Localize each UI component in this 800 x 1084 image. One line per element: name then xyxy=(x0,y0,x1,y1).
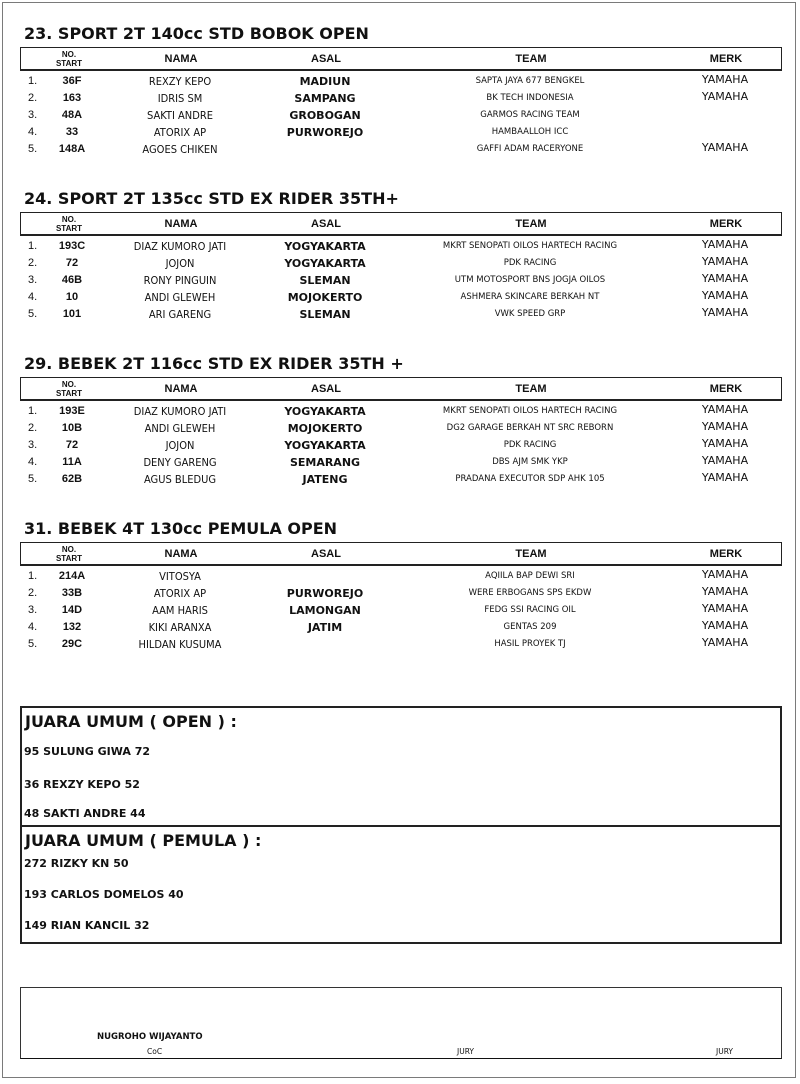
start-number: 62B xyxy=(61,473,83,485)
team-name: PDK RACING xyxy=(503,258,557,268)
table-row xyxy=(20,107,782,124)
start-number: 101 xyxy=(62,308,82,320)
start-number: 46B xyxy=(61,274,83,286)
jury-role: JURY xyxy=(716,1047,734,1056)
table-row xyxy=(20,255,782,272)
table-row xyxy=(20,602,782,619)
table-row xyxy=(20,471,782,488)
col-no-start: NO. START xyxy=(55,215,83,233)
rider-name: DIAZ KUMORO JATI xyxy=(133,240,227,253)
rider-name: KIKI ARANXA xyxy=(148,621,212,634)
team-name: BK TECH INDONESIA xyxy=(486,93,574,103)
rider-name: AGUS BLEDUG xyxy=(143,473,216,486)
brand: YAMAHA xyxy=(701,403,749,416)
race-title: 24. SPORT 2T 135cc STD EX RIDER 35TH+ xyxy=(24,189,399,208)
brand: YAMAHA xyxy=(701,306,749,319)
start-number: 11A xyxy=(62,456,82,468)
col-asal: ASAL xyxy=(311,548,341,560)
rider-name: ARI GARENG xyxy=(148,308,212,321)
table-row xyxy=(20,619,782,636)
rider-name: REXZY KEPO xyxy=(148,75,212,88)
origin: MOJOKERTO xyxy=(287,291,363,304)
brand: YAMAHA xyxy=(701,619,749,632)
table-row xyxy=(20,636,782,653)
origin: PURWOREJO xyxy=(286,126,364,139)
brand: YAMAHA xyxy=(701,471,749,484)
origin: SEMARANG xyxy=(289,456,361,469)
col-merk: MERK xyxy=(709,548,743,560)
rider-name: ATORIX AP xyxy=(153,587,207,600)
origin: JATENG xyxy=(302,473,348,486)
rider-name: RONY PINGUIN xyxy=(143,274,217,287)
team-name: DBS AJM SMK YKP xyxy=(492,457,568,467)
col-team: TEAM xyxy=(515,218,547,230)
position: 1. xyxy=(28,405,38,417)
start-number: 148A xyxy=(58,143,86,155)
start-number: 33 xyxy=(65,126,79,138)
signature-box xyxy=(20,987,782,1059)
position: 2. xyxy=(28,587,38,599)
team-name: GARMOS RACING TEAM xyxy=(480,110,580,120)
position: 5. xyxy=(28,473,38,485)
origin: YOGYAKARTA xyxy=(284,439,366,452)
col-team: TEAM xyxy=(515,548,547,560)
table-row xyxy=(20,141,782,158)
brand: YAMAHA xyxy=(701,272,749,285)
table-row xyxy=(20,124,782,141)
table-row xyxy=(20,585,782,602)
col-nama: NAMA xyxy=(164,218,198,230)
rider-name: JOJON xyxy=(165,439,195,452)
col-merk: MERK xyxy=(709,218,743,230)
table-row xyxy=(20,403,782,420)
brand: YAMAHA xyxy=(701,568,749,581)
col-team: TEAM xyxy=(515,53,547,65)
rider-name: VITOSYA xyxy=(159,570,201,583)
col-team: TEAM xyxy=(515,383,547,395)
position: 4. xyxy=(28,291,38,303)
origin: SLEMAN xyxy=(299,274,351,287)
origin: MOJOKERTO xyxy=(287,422,363,435)
start-number: 14D xyxy=(61,604,83,616)
team-name: UTM MOTOSPORT BNS JOGJA OILOS xyxy=(454,275,606,285)
origin: YOGYAKARTA xyxy=(284,405,366,418)
position: 5. xyxy=(28,143,38,155)
brand: YAMAHA xyxy=(701,454,749,467)
position: 5. xyxy=(28,308,38,320)
champion-pemula-box xyxy=(20,825,782,944)
col-asal: ASAL xyxy=(311,218,341,230)
position: 3. xyxy=(28,274,38,286)
team-name: GENTAS 209 xyxy=(503,622,557,632)
position: 3. xyxy=(28,109,38,121)
table-row xyxy=(20,420,782,437)
champion-entry: 95 SULUNG GIWA 72 xyxy=(24,745,151,758)
start-number: 72 xyxy=(65,439,79,451)
rider-name: ANDI GLEWEH xyxy=(144,291,216,304)
team-name: PRADANA EXECUTOR SDP AHK 105 xyxy=(455,474,605,484)
origin: PURWOREJO xyxy=(286,587,364,600)
col-asal: ASAL xyxy=(311,383,341,395)
start-number: 48A xyxy=(61,109,83,121)
col-no-start: NO. START xyxy=(55,380,83,398)
position: 2. xyxy=(28,92,38,104)
position: 2. xyxy=(28,257,38,269)
col-no-start: NO. START xyxy=(55,50,83,68)
start-number: 72 xyxy=(65,257,79,269)
col-asal: ASAL xyxy=(311,53,341,65)
table-row xyxy=(20,454,782,471)
brand: YAMAHA xyxy=(701,636,749,649)
table-body xyxy=(20,403,782,488)
table-row xyxy=(20,73,782,90)
start-number: 193C xyxy=(58,240,86,252)
brand: YAMAHA xyxy=(701,255,749,268)
rider-name: DIAZ KUMORO JATI xyxy=(133,405,227,418)
brand: YAMAHA xyxy=(701,141,749,154)
brand: YAMAHA xyxy=(701,73,749,86)
start-number: 10B xyxy=(61,422,83,434)
start-number: 132 xyxy=(62,621,82,633)
position: 3. xyxy=(28,604,38,616)
rider-name: SAKTI ANDRE xyxy=(147,109,213,122)
table-row xyxy=(20,90,782,107)
table-body xyxy=(20,73,782,158)
brand: YAMAHA xyxy=(701,238,749,251)
table-row xyxy=(20,272,782,289)
rider-name: IDRIS SM xyxy=(157,92,203,105)
origin: JATIM xyxy=(307,621,343,634)
start-number: 163 xyxy=(62,92,82,104)
origin: YOGYAKARTA xyxy=(284,240,366,253)
team-name: MKRT SENOPATI OILOS HARTECH RACING xyxy=(442,241,618,251)
table-row xyxy=(20,437,782,454)
start-number: 36F xyxy=(62,75,82,87)
race-title: 29. BEBEK 2T 116cc STD EX RIDER 35TH + xyxy=(24,354,404,373)
champion-open-title: JUARA UMUM ( OPEN ) : xyxy=(25,712,237,731)
champion-open-box xyxy=(20,706,782,827)
brand: YAMAHA xyxy=(701,437,749,450)
rider-name: AAM HARIS xyxy=(152,604,208,617)
team-name: MKRT SENOPATI OILOS HARTECH RACING xyxy=(442,406,618,416)
team-name: WERE ERBOGANS SPS EKDW xyxy=(468,588,592,598)
brand: YAMAHA xyxy=(701,90,749,103)
race-title: 23. SPORT 2T 140cc STD BOBOK OPEN xyxy=(24,24,369,43)
team-name: VWK SPEED GRP xyxy=(494,309,566,319)
table-header xyxy=(20,377,782,401)
origin: YOGYAKARTA xyxy=(284,257,366,270)
col-nama: NAMA xyxy=(164,53,198,65)
champion-entry: 149 RIAN KANCIL 32 xyxy=(24,919,150,932)
position: 4. xyxy=(28,621,38,633)
champion-entry: 272 RIZKY KN 50 xyxy=(24,857,129,870)
origin: LAMONGAN xyxy=(289,604,361,617)
jury-role: JURY xyxy=(457,1047,475,1056)
origin: MADIUN xyxy=(299,75,351,88)
position: 4. xyxy=(28,126,38,138)
col-merk: MERK xyxy=(709,383,743,395)
champion-entry: 193 CARLOS DOMELOS 40 xyxy=(24,888,184,901)
origin: SAMPANG xyxy=(294,92,356,105)
position: 3. xyxy=(28,439,38,451)
rider-name: HILDAN KUSUMA xyxy=(138,638,222,651)
brand: YAMAHA xyxy=(701,602,749,615)
table-row xyxy=(20,306,782,323)
col-nama: NAMA xyxy=(164,548,198,560)
position: 1. xyxy=(28,75,38,87)
race-section xyxy=(20,189,782,323)
rider-name: ATORIX AP xyxy=(153,126,207,139)
coc-name: NUGROHO WIJAYANTO xyxy=(97,1032,203,1042)
brand: YAMAHA xyxy=(701,585,749,598)
rider-name: ANDI GLEWEH xyxy=(144,422,216,435)
results-page xyxy=(2,2,796,1078)
table-row xyxy=(20,568,782,585)
race-section xyxy=(20,519,782,653)
rider-name: AGOES CHIKEN xyxy=(142,143,218,156)
position: 1. xyxy=(28,240,38,252)
race-section xyxy=(20,24,782,158)
start-number: 10 xyxy=(65,291,79,303)
brand: YAMAHA xyxy=(701,420,749,433)
col-nama: NAMA xyxy=(164,383,198,395)
table-header xyxy=(20,47,782,71)
champion-entry: 48 SAKTI ANDRE 44 xyxy=(24,807,146,820)
start-number: 33B xyxy=(61,587,83,599)
team-name: HASIL PROYEK TJ xyxy=(494,639,566,649)
team-name: ASHMERA SKINCARE BERKAH NT xyxy=(460,292,600,302)
table-row xyxy=(20,238,782,255)
table-body xyxy=(20,568,782,653)
col-no-start: NO. START xyxy=(55,545,83,563)
race-title: 31. BEBEK 4T 130cc PEMULA OPEN xyxy=(24,519,338,538)
rider-name: JOJON xyxy=(165,257,195,270)
start-number: 193E xyxy=(59,405,85,417)
champion-entry: 36 REXZY KEPO 52 xyxy=(24,778,140,791)
team-name: FEDG SSI RACING OIL xyxy=(484,605,576,615)
start-number: 214A xyxy=(58,570,86,582)
table-header xyxy=(20,542,782,566)
team-name: SAPTA JAYA 677 BENGKEL xyxy=(475,76,585,86)
race-section xyxy=(20,354,782,488)
rider-name: DENY GARENG xyxy=(143,456,217,469)
table-body xyxy=(20,238,782,323)
origin: GROBOGAN xyxy=(289,109,361,122)
team-name: HAMBAALLOH ICC xyxy=(491,127,569,137)
position: 1. xyxy=(28,570,38,582)
position: 5. xyxy=(28,638,38,650)
champion-pemula-title: JUARA UMUM ( PEMULA ) : xyxy=(25,831,262,850)
team-name: DG2 GARAGE BERKAH NT SRC REBORN xyxy=(446,423,614,433)
start-number: 29C xyxy=(61,638,83,650)
position: 2. xyxy=(28,422,38,434)
position: 4. xyxy=(28,456,38,468)
table-row xyxy=(20,289,782,306)
col-merk: MERK xyxy=(709,53,743,65)
table-header xyxy=(20,212,782,236)
brand: YAMAHA xyxy=(701,289,749,302)
coc-role: CoC xyxy=(147,1047,163,1056)
team-name: GAFFI ADAM RACERYONE xyxy=(476,144,584,154)
origin: SLEMAN xyxy=(299,308,351,321)
team-name: PDK RACING xyxy=(503,440,557,450)
team-name: AQIILA BAP DEWI SRI xyxy=(485,571,575,581)
